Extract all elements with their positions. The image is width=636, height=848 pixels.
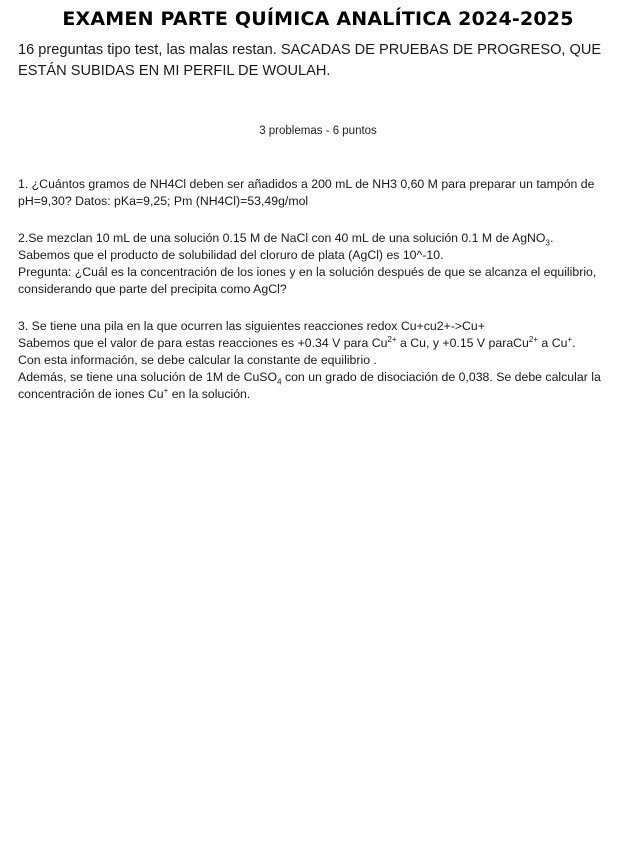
question-3-line-2-text: Sabemos que el valor de para estas reacciones es +0.34 V para Cu (18, 336, 388, 350)
question-3-line-3: Con esta información, se debe calcular la constante de equilibrio . (18, 353, 377, 367)
question-3-line-2-end: . (572, 336, 576, 350)
question-2-line-3: Pregunta: ¿Cuál es la concentración de los iones y en la solución después de que se alcanza el equilibrio, considerando que parte del precipita como AgCl? (18, 265, 597, 296)
question-2-line-1-text: 2.Se mezclan 10 mL de una solución 0.15 M de NaCl con 40 mL de una solución 0.1 M de AgNO (18, 231, 546, 245)
question-3-line-1: 3. Se tiene una pila en la que ocurren las siguientes reacciones redox Cu+cu2+->Cu+ (18, 319, 485, 333)
question-3-line-2 (18, 335, 622, 352)
superscript: + (567, 334, 573, 344)
question-2-line-1-end: . (549, 231, 554, 245)
superscript: 2+ (528, 334, 539, 344)
exam-intro: 16 preguntas tipo test, las malas restan. SACADAS DE PRUEBAS DE PROGRESO, QUE ESTÁN SUBIDAS EN MI PERFIL DE WOULAH. (18, 42, 602, 79)
question-3-line-4 (18, 369, 622, 403)
problems-note: 3 problemas - 6 puntos (259, 125, 377, 137)
question-3 (18, 318, 622, 403)
question-1 (18, 176, 622, 210)
subscript: 3 (545, 238, 550, 248)
question-3-line-2-text: a Cu, y +0.15 V paraCu (396, 336, 529, 350)
question-3-line-4-text: con un grado de disociación de 0,038. Se debe calcular la concentración de iones Cu (18, 370, 601, 401)
question-1-text: 1. ¿Cuántos gramos de NH4Cl deben ser añadidos a 200 mL de NH3 0,60 M para preparar un tampón de pH=9,30? Datos: pKa=9,25; Pm (NH4Cl)=53,49g/mol (18, 177, 595, 208)
question-2 (18, 230, 622, 298)
superscript: + (163, 385, 169, 395)
superscript: 2+ (387, 334, 397, 344)
question-2-line-2: Sabemos que el producto de solubilidad del cloruro de plata (AgCl) es 10^-10. (18, 248, 444, 262)
question-3-line-2-text: a Cu (538, 336, 568, 350)
question-2-line-1 (18, 230, 622, 247)
subscript: 4 (277, 377, 282, 387)
question-3-line-4-end: en la solución. (168, 387, 251, 401)
exam-title: EXAMEN PARTE QUÍMICA ANALÍTICA 2024-2025 (62, 8, 574, 30)
question-3-line-4-text: Además, se tiene una solución de 1M de CuSO (18, 370, 278, 384)
